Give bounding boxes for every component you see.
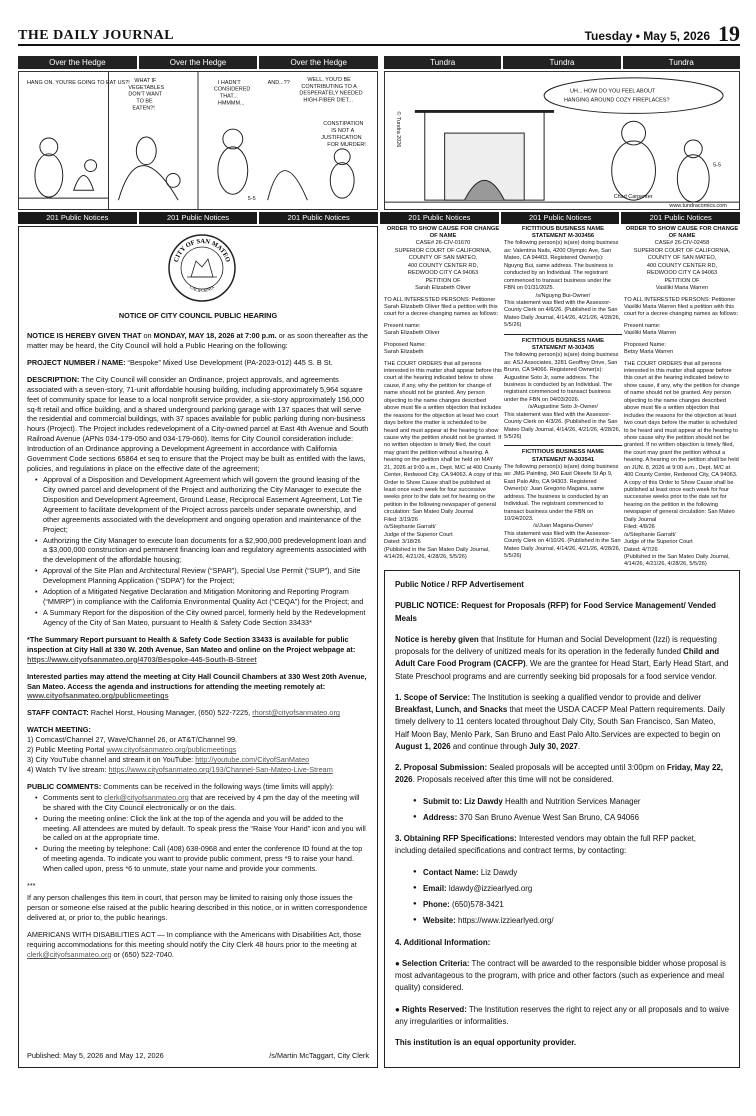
hedge-p4-line: CONSTIPATION [323,121,364,128]
page-number: 19 [718,21,740,46]
judge-signature: /s/Stephanie Garratt/ [624,531,676,538]
section-tabbar [18,212,740,224]
divider [504,334,622,335]
rfp-website[interactable]: https://www.izziearlyed.org/ [455,916,554,926]
hedge-p2-line: EATEN?! [132,105,155,112]
fbn-heading: FICTITIOUS BUSINESS NAME STATEMENT M-303541 [521,449,605,463]
separator-stars: *** [27,881,36,891]
livestream-link[interactable]: https://www.cityofsanmateo.org/193/Channel-San-Mateo-Live-Stream [108,764,333,774]
tundra-copyright: © Tundra 2026 [394,111,401,148]
challenge-text: If any person challenges this item in court, that person may be limited to raising only those issues the person or someone else raised at the public hearing described in this notice, or in written correspondence delivered at, or prior to, the public hearings. [27,893,368,922]
portal-link[interactable]: www.cityofsanmateo.org/publicmeetings [106,745,237,755]
fbn-text: The following person(s) is(are) doing business as: ASJ Associates, 3281 Geoffrey Drive, San Bruno, CA 94066. Registered Owner(s): Augustine Soto Jr, same address. The business is conducted by an Individual. The registrant commenced to transact business under the FBN on 04/03/2026. [504,352,619,403]
rfp-rights: ● Rights Reserved: The Institution reserves the right to reject any or all proposals and to waive any irregularities or informalities. [395,1004,729,1026]
issue-date: Tuesday • May 5, 2026 [584,29,710,43]
case-block: CASE# 26-CIV-01670 SUPERIOR COURT OF CALIFORNIA, COUNTY OF SAN MATEO, 400 COUNTY CENTER RD, REDWOOD CITY CA 94063 PETITION OF Sarah Elizabeth Oliver [394,240,492,292]
notice-column-1 [384,226,502,561]
comic-tab: Over the Hedge [139,56,258,69]
notice-body [27,331,369,967]
hedge-p4-text: AND...?? [267,79,290,86]
notice-intro: NOTICE IS HEREBY GIVEN THAT on MONDAY, MAY 18, 2026 at 7:00 p.m. or as soon thereafter as the matter may be heard, the City Council will hold a Public Hearing on the following: [27,331,368,350]
fbn-text: The following person(s) is(are) doing business as: Valentina Nails, 4200 Olympic Ave, San Mateo, CA 94403. Registered Owner(s): Nguyng Bui, same address. The business is conducted by an Individual. The registrant commenced to transact business under the FBN on 01/31/2025. [504,240,619,292]
hedge-p4-line: JUSTIFICATION [321,135,362,142]
rfp-specifications: 3. Obtaining RFP Specifications: Interested vendors may obtain the full RFP packet, including detailed specifications and contract terms, by contacting: [395,834,696,856]
attend-info: Interested parties may attend the meeting at City Hall Council Chambers at 330 West 20th Avenue, San Mateo. Access the agenda and instructions for attending the meeting remotely at: www.cityofsanmateo.org/publicmeetings [27,671,367,701]
hedge-p4-line: HIGH-FIBER DIET... [303,97,353,104]
order-text: THE COURT ORDERS that all persons interested in this matter shall appear before this court at the hearing indicated below to show cause, if any, why the petition for change of name should not be granted. Any person objecting to the name changes described above must file a written objection that includes the reasons for the objection at least two court days before the matter is scheduled to be heard and must appear at the hearing to show cause why the petition should not be granted. If no written objection is timely filed, the court may grant the petition without a hearing. A hearing on the petition shall be held on MAY 21, 2026 at 9:00 a.m., Dept. M/C at 400 County Center, Redwood City, CA 94063. A copy of this Order to Show Cause shall be published at least once each week for four successive weeks prior to the date set for hearing on the petition in the following newspaper of general circulation: San Mateo Daily Journal [384,360,502,516]
notice-heading: ORDER TO SHOW CAUSE FOR CHANGE OF NAME [625,226,739,240]
filed-date: Filed: 4/8/26 [624,524,655,531]
list-item: • During the meeting by telephone: Call (408) 638-0968 and enter the conference ID found at the top of meeting agenda. To indicate you want to provide public comment, press *9 to raise your hand. When called upon, press *6 to unmute, state your name and provide your comments. [37,844,369,874]
section-tab: 201 Public Notices [621,212,740,224]
present-name: Present name: Vasiliki Maria Warren [624,322,677,337]
list-item: ● Phone: (650)578-3421 [413,899,729,911]
fbn-filed: This statement was filed with the Assessor-County Clerk on 4/10/26. (Published in the San Mateo Daily Journal, 4/14/26, 4/21/26, 4/28/26, 5/5/26) [504,530,621,560]
tundra-bubble-line: HANGING AROUND COZY FIREPLACES? [563,97,670,104]
divider [504,445,622,446]
seal-bottom-text: CALIFORNIA [188,284,216,294]
publication-dates: (Published in the San Mateo Daily Journal, 4/14/26, 4/21/26, 4/28/26, 5/5/26) [384,546,490,560]
clerk-email-link[interactable]: clerk@cityofsanmateo.org [104,792,189,802]
list-item: • During the meeting online: Click the link at the top of the agenda and you will be added to the meeting. All attendees are muted by default. To speak press the “Raise Your Hand” icon and you will be called on at the appropriate time. [37,814,369,844]
fbn-filed: This statement was filed with the Assessor-County Clerk on 4/3/26. (Published in the San Mateo Daily Journal, 4/14/26, 4/21/26, 4/28/26, 5/5/26) [504,411,621,440]
comic-over-the-hedge [18,56,378,210]
tundra-signature: Chad Carpenter [613,194,653,201]
hedge-p2-line: DON'T WANT [128,91,163,98]
fbn-signature: /s/Juan Magana-Owner/ [533,523,593,530]
comic-tab: Tundra [623,56,740,69]
rfp-heading: PUBLIC NOTICE: Request for Proposals (RFP) for Food Service Management/ Vended Meals [395,601,716,623]
city-seal-icon [167,233,237,303]
list-item: ● Address: 370 San Bruno Avenue West San Bruno, CA 94066 [413,812,729,824]
to-all-text: TO ALL INTERESTED PERSONS: Petitioner Sarah Elizabeth Oliver filed a petition with this court for a decree changing names as follows: [384,296,499,318]
comments-list [37,793,369,874]
section-tab: 201 Public Notices [259,212,378,224]
seal-top-text: CITY OF SAN MATEO [172,237,232,264]
hedge-p4-line: FOR MURDER! [327,141,366,148]
hedge-p1-text: HANG ON. YOU'RE GOING TO EAT US?! [26,79,130,86]
tundra-date: 5-5 [713,162,722,169]
ada-email-link[interactable]: clerk@cityofsanmateo.org [27,949,112,959]
public-meetings-link[interactable]: www.cityofsanmateo.org/publicmeetings [27,691,169,701]
notice-heading: ORDER TO SHOW CAUSE FOR CHANGE OF NAME [386,226,500,240]
rfp-label: Public Notice / RFP Advertisement [395,580,524,589]
clerk-signature: /s/Martin McTaggart, City Clerk [269,1051,369,1061]
city-council-notice [18,226,378,1068]
fbn-heading: FICTITIOUS BUSINESS NAME STATEMENT M-303435 [521,337,605,351]
hedge-p3-line: THAT... [219,93,238,100]
rfp-closing: This institution is an equal opportunity provider. [395,1038,577,1047]
list-item: ● Submit to: Liz Dawdy Health and Nutrition Services Manager [413,796,729,808]
comic-art-tundra [384,71,740,210]
hedge-p2-line: VEGETABLES [128,84,165,91]
svg-text:CALIFORNIA [189,284,216,293]
list-item: • Approval of the Site Plan and Architectural Review (“SPAR”), Special Use Permit (“SUP”), and Site Development Planning Application (“SDPA”) for the Project; [37,566,369,586]
submission-list [413,796,729,825]
fbn-signature: /s/Augustine Soto Jr-Owner/ [528,404,598,411]
masthead [18,21,740,46]
notice-column-2 [504,226,622,561]
youtube-link[interactable]: http://youtube.com/CityofSanMateo [195,755,310,765]
judge-title: Judge of the Superior Court [624,539,693,546]
comic-art-hedge [18,71,378,210]
list-item: • A Summary Report for the disposition of the City owned parcel, formerly held by the Redevelopment Agency of the City of San Mateo, pursuant to Health & Safety Code Section 33433* [37,608,369,628]
list-item: • Approval of a Disposition and Development Agreement which will govern the ground leasing of the City owned parcel and development of the Project and authorizing the City Manager to execute the Disposition and Development Agreement, Ground Lease, Reciprocal Easement Agreement, Lot Tie Agreement to facilitate development of the Project across parcels under separate ownership, and other agreements associated with the development and ongoing operation and maintenance of the Project; [37,475,369,535]
section-tab: 201 Public Notices [501,212,620,224]
published-dates: Published: May 5, 2026 and May 12, 2026 [27,1051,164,1061]
list-item: • Authorizing the City Manager to execute loan documents for a $2,900,000 predevelopment loan and a $3,000,000 construction and permanent financing loan and regulatory agreements associated with the development of the affordable housing; [37,536,369,566]
notice-footer [27,1051,369,1061]
judge-signature: /s/Stephanie Garratt/ [384,524,436,531]
summary-report-link[interactable]: https://www.cityofsanmateo.org/4703/Bespoke-445-South-B-Street [27,654,257,664]
rfp-submission: 2. Proposal Submission: Sealed proposals will be accepted until 3:00pm on Friday, May 22, 2026. Proposals received after this time will not be considered. [395,763,723,785]
notice-title: NOTICE OF CITY COUNCIL PUBLIC HEARING [118,311,278,320]
list-item: ● Contact Name: Liz Dawdy [413,867,729,879]
hedge-p2-line: WHAT IF [134,77,157,84]
filed-date: Filed: 3/19/26 [384,516,418,523]
rfp-email[interactable]: ldawdy@izziearlyed.org [446,883,533,893]
proposed-name: Proposed Name: Sarah Elizabeth [384,341,426,356]
staff-email-link[interactable]: rhorst@cityofsanmateo.org [252,708,340,718]
hedge-p4-line: DESPERATELY NEEDED [299,90,363,97]
section-tab: 201 Public Notices [139,212,258,224]
judge-title: Judge of the Superior Court [384,531,453,538]
hedge-date: 5-5 [247,196,256,203]
rfp-criteria: ● Selection Criteria: The contract will be awarded to the responsible bidder whose proposal is most advantageous to the program, with price and other factors (such as experience and meal quality) considered. [395,958,726,993]
hedge-p2-line: TO BE [136,98,153,105]
rfp-scope: 1. Scope of Service: The Institution is seeking a qualified vendor to provide and deliver Breakfast, Lunch, and Snacks that meet the USDA CACFP Meal Pattern requirements. Daily timely delivery to 11 centers located throughout Daly City, South San Francisco, San Mateo, Half Moon Bay, Menlo Park, San Bruno and East Palo Alto.Services are expected to begin on August 1, 2026 and continue through July 30, 2027. [395,692,726,751]
hedge-p3-line: HMMMM... [217,100,245,107]
project-description: DESCRIPTION: The City Council will consider an Ordinance, project approvals, and agreements associated with a seven-story, 71-unit affordable housing building, including approximately 5,964 square feet of community space for lease to a local nonprofit service provider, a six-story approximately 156,000 sq-ft retail and office building, and a shared underground parking garage with 137 spaces that will serve the residential and commercial buildings, with 37 spaces available for public parking during non-business hours (Project). The Project includes redevelopment of a City-owned parcel at East 4th Avenue and South Railroad Avenue (APNs 034-179-050 and 034-179-060). Items for City Council consideration include: Introduction of an Ordinance approving a Development Agreement in accordance with California Government Code sections 65864 et seq to ensure that the Project may be built as entitled with the laws, policies, and regulations in place on the effective date of the agreement; [27,374,369,474]
summary-report: *The Summary Report pursuant to Health & Safety Code Section 33433 is available for public inspection at City Hall at 330 W. 20th Avenue, San Mateo and online on the Project webpage at: https://www.cityofsanmateo.org/4703/Bespoke-445-South-B-Street [27,634,356,664]
rfp-additional: 4. Additional Information: [395,937,491,947]
comic-tab: Tundra [503,56,620,69]
to-all-text: TO ALL INTERESTED PERSONS: Petitioner Vasiliki Maria Warren filed a petition with this court for a decree changing names as follows: [624,296,739,318]
fbn-heading: FICTITIOUS BUSINESS NAME STATEMENT M-303456 [521,226,605,240]
case-block: CASE# 26-CIV-02458 SUPERIOR COURT OF CALIFORNIA, COUNTY OF SAN MATEO, 400 COUNTY CENTER RD, REDWOOD CITY CA 94063 PETITION OF Vasiliki Maria Warren [633,240,731,292]
order-text: THE COURT ORDERS that all persons interested in this matter shall appear before this court at the hearing indicated below to show cause, if any, why the petition for change of name should not be granted. Any person objecting to the name changes described above must file a written objection that includes the reasons for the objection at least two court days before the matter is scheduled to be heard and must appear at the hearing to show cause why the petition should not be granted. If no written objection is timely filed, the court may grant the petition without a hearing. A hearing on the petition shall be held on JUN. 8, 2026 at 9:00 a.m., Dept. M/C at 400 County Center, Redwood City, CA 94063. A copy of this Order to Show Cause shall be published at least once each week for four successive weeks prior to the date set for hearing on the petition in the following newspaper of general circulation: San Mateo Daily Journal [624,360,740,523]
present-name: Present name: Sarah Elizabeth Oliver [384,322,440,337]
list-item: ● Email: ldawdy@izziearlyed.org [413,883,729,895]
list-item: • Comments sent to clerk@cityofsanmateo.org that are received by 4 pm the day of the meeting will be shared with the City Council electronically or on the dais. [37,793,369,813]
list-item: ● Website: https://www.izziearlyed.org/ [413,915,729,927]
tundra-bubble-line: UH... HOW DO YOU FEEL ABOUT [569,88,656,95]
staff-contact: STAFF CONTACT: Rachel Horst, Housing Manager, (650) 522-7225, rhorst@cityofsanmateo.org [27,708,340,718]
dated: Dated: 3/18/26 [384,539,421,546]
section-tab: 201 Public Notices [380,212,499,224]
hedge-p4-line: IS NOT A [331,128,355,135]
rfp-intro: Notice is hereby given that Institute for Human and Social Development (Izzi) is requesting proposals for the delivery of unitized meals for its operation in the federally funded Child and Adult Care Food Program (CACFP). We are the grantee for Head Start, Early Head Start, and State Preschool programs and are currently seeking bid proposals for a food service vendor. [395,634,729,681]
hedge-p3-line: CONSIDERED [213,86,251,93]
section-tab: 201 Public Notices [18,212,137,224]
fbn-filed: This statement was filed with the Assessor-County Clerk on 4/6/26. (Published in the San Mateo Daily Journal, 4/14/26, 4/21/26, 4/28/26, 5/5/26) [504,299,621,329]
rfp-advertisement [384,570,740,1068]
list-item: • Adoption of a Mitigated Negative Declaration and Mitigation Monitoring and Reporting Program (“MMRP”) in compliance with the California Environmental Quality Act (“CEQA”) for the Project; and [37,587,369,607]
ada-text: AMERICANS WITH DISABILITIES ACT — In compliance with the Americans with Disabilities Act, those requiring accommodations for this meeting should notify the City Clerk 48 hours prior to the meeting at clerk@cityofsanmateo.org or (650) 522-7040. [27,929,362,959]
fbn-signature: /s/Nguyng Bui-Owner/ [535,292,591,299]
hedge-p4-line: CONTRIBUTING TO A [301,83,357,90]
watch-meeting: WATCH MEETING: 1) Comcast/Channel 27, Wave/Channel 26, or AT&T/Channel 99. 2) Public Meeting Portal www.cityofsanmateo.org/publicmeetings 3) City YouTube channel and stream it on YouTube: http://youtube.com/CityofSanMateo 4) Watch TV live stream: https://www.cityofsanmateo.org/193/Channel-San-Mateo-Live-Stream [27,725,333,774]
comic-tab: Tundra [384,56,501,69]
hedge-p4-line: WELL, YOU'D BE [307,76,351,83]
tundra-url: www.tundracomics.com [669,203,727,209]
description-list [37,475,369,628]
notice-column-3 [624,226,740,569]
comic-tab: Over the Hedge [18,56,137,69]
newspaper-title: THE DAILY JOURNAL [18,28,175,43]
contact-list [413,867,729,928]
public-comments: PUBLIC COMMENTS: Comments can be received in the following ways (time limits will apply): [27,781,334,791]
publication-dates: (Published in the San Mateo Daily Journal, 4/14/26, 4/21/26, 4/28/26, 5/5/26) [624,553,730,568]
hedge-p3-line: I HADN'T [217,79,241,86]
proposed-name: Proposed Name: Betsy Maria Warren [624,341,674,356]
comic-tab: Over the Hedge [259,56,378,69]
project-name: PROJECT NUMBER / NAME: “Bespoke” Mixed Use Development (PA-2023-012) 445 S. B St. [27,357,333,367]
dated: Dated: 4/7/26 [624,546,658,553]
fbn-text: The following person(s) is(are) doing business as: JMG Painting, 340 East Okeefe St Ap 9, East Palo Alto, CA 94303. Registered Owner(s): Juan Gregorio Magana, same address. The business is conducted by an Individual. The registrant commenced to transact business under the FBN on 10/24/2023. [504,463,619,522]
comic-tundra [384,56,740,210]
